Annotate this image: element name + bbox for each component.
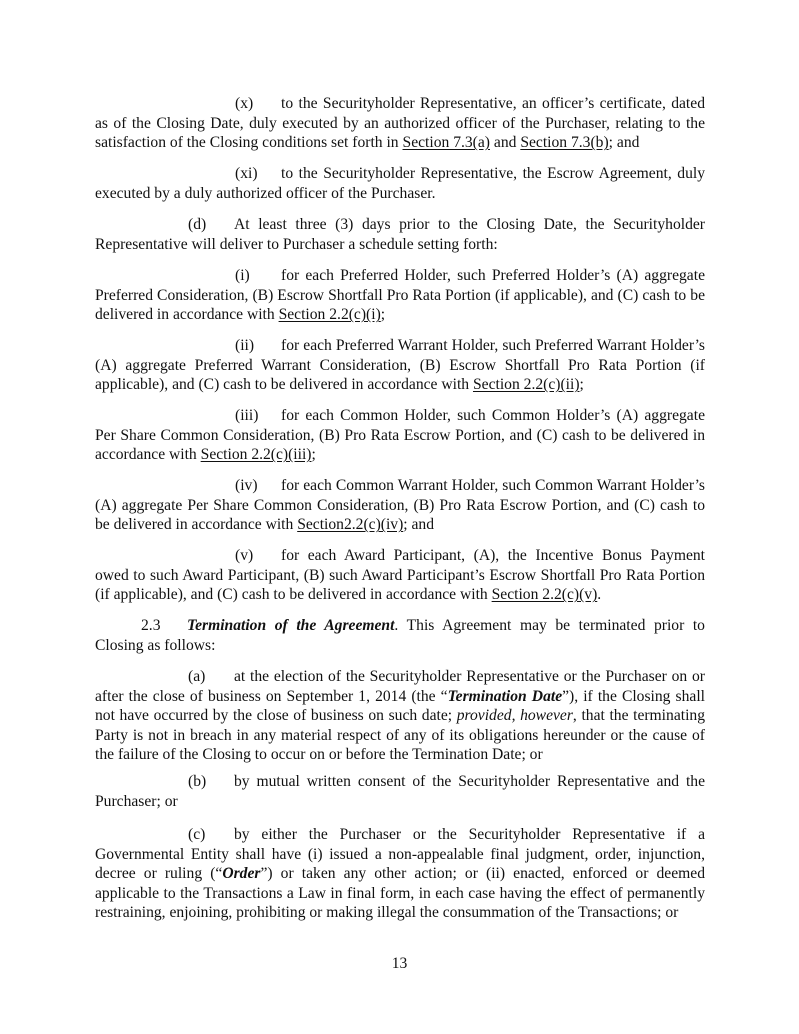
section-ref-link[interactable]: Section 2.2(c)(ii): [472, 376, 580, 394]
item-number: (c): [188, 826, 206, 843]
item-number: (iv): [235, 477, 258, 494]
section-heading: Termination of the Agreement: [187, 617, 395, 634]
item-number: (d): [188, 216, 207, 233]
item-number: (iii): [235, 407, 259, 424]
item-number: (x): [235, 95, 254, 112]
section-2-3-heading-paragraph: 2.3 Termination of the Agreement. This Agreement may be terminated prior to Closing as follows:: [95, 617, 705, 654]
section-number: 2.3: [141, 617, 161, 634]
paragraph-v: (v) for each Award Participant, (A), the Incentive Bonus Payment owed to such Award Participant, (B) such Award Participant’s Escrow Shortfall Pro Rata Portion (if applicable), and (C) cash to be delivered in accordance with Section 2.2(c)(v).: [95, 547, 705, 604]
section-ref-link[interactable]: Section 2.2(c)(iii): [200, 446, 312, 464]
item-number: (v): [235, 547, 254, 564]
paragraph-b: (b) by mutual written consent of the Securityholder Representative and the Purchaser; or: [95, 773, 705, 810]
defined-term: Termination Date: [447, 687, 563, 705]
page-number: 13: [391, 955, 408, 972]
item-number: (i): [235, 267, 250, 284]
paragraph-ii: (ii) for each Preferred Warrant Holder, such Preferred Warrant Holder’s (A) aggregate Preferred Warrant Consideration, (B) Escrow Shortfall Pro Rata Portion (if applicable), and (C) cash to be delivered in accordance with Section 2.2(c)(ii);: [95, 337, 705, 394]
paragraph-a: (a) at the election of the Securityholder Representative or the Purchaser on or after the close of business on September 1, 2014 (the “Termination Date”), if the Closing shall not have occurred by the close of business on such date; provided, however, that the terminating Party is not in breach in any material respect of any of its obligations hereunder or the cause of the failure of the Closing to occur on or before the Termination Date; or: [95, 668, 705, 764]
section-ref-link[interactable]: Section 2.2(c)(i): [278, 306, 381, 324]
paragraph-d: (d) At least three (3) days prior to the Closing Date, the Securityholder Representative will deliver to Purchaser a schedule setting forth:: [95, 216, 705, 253]
item-number: (b): [188, 773, 207, 790]
item-number: (a): [188, 668, 206, 685]
paragraph-x: (x) to the Securityholder Representative, an officer’s certificate, dated as of the Closing Date, duly executed by an authorized officer of the Purchaser, relating to the satisfaction of the Closing conditions set forth in Section 7.3(a) and Section 7.3(b); and: [95, 95, 705, 152]
paragraph-iv: (iv) for each Common Warrant Holder, such Common Warrant Holder’s (A) aggregate Per Share Common Consideration, (B) Pro Rata Escrow Portion, and (C) cash to be delivered in accordance with Section2.2(c)(iv); and: [95, 477, 705, 534]
item-number: (xi): [235, 165, 258, 182]
paragraph-i: (i) for each Preferred Holder, such Preferred Holder’s (A) aggregate Preferred Consideration, (B) Escrow Shortfall Pro Rata Portion (if applicable), and (C) cash to be delivered in accordance with Section 2.2(c)(i);: [95, 267, 705, 324]
section-ref-link[interactable]: Section2.2(c)(iv): [297, 516, 404, 534]
proviso: provided, however: [456, 707, 573, 725]
item-number: (ii): [235, 337, 255, 354]
paragraph-c: (c) by either the Purchaser or the Securityholder Representative if a Governmental Entity shall have (i) issued a non-appealable final judgment, order, injunction, decree or ruling (“Order”) or taken any other action; or (ii) enacted, enforced or deemed applicable to the Transactions a Law in final form, in each case having the effect of permanently restraining, enjoining, prohibiting or making illegal the consummation of the Transactions; or: [95, 826, 706, 922]
section-ref-link[interactable]: Section 7.3(b): [520, 134, 609, 152]
paragraph-iii: (iii) for each Common Holder, such Common Holder’s (A) aggregate Per Share Common Consideration, (B) Pro Rata Escrow Portion, and (C) cash to be delivered in accordance with Section 2.2(c)(iii);: [95, 407, 705, 464]
paragraph-xi: (xi) to the Securityholder Representative, the Escrow Agreement, duly executed by a duly authorized officer of the Purchaser.: [95, 165, 705, 202]
section-ref-link[interactable]: Section 7.3(a): [402, 134, 490, 152]
defined-term: Order: [222, 865, 261, 883]
section-ref-link[interactable]: Section 2.2(c)(v): [491, 586, 598, 604]
